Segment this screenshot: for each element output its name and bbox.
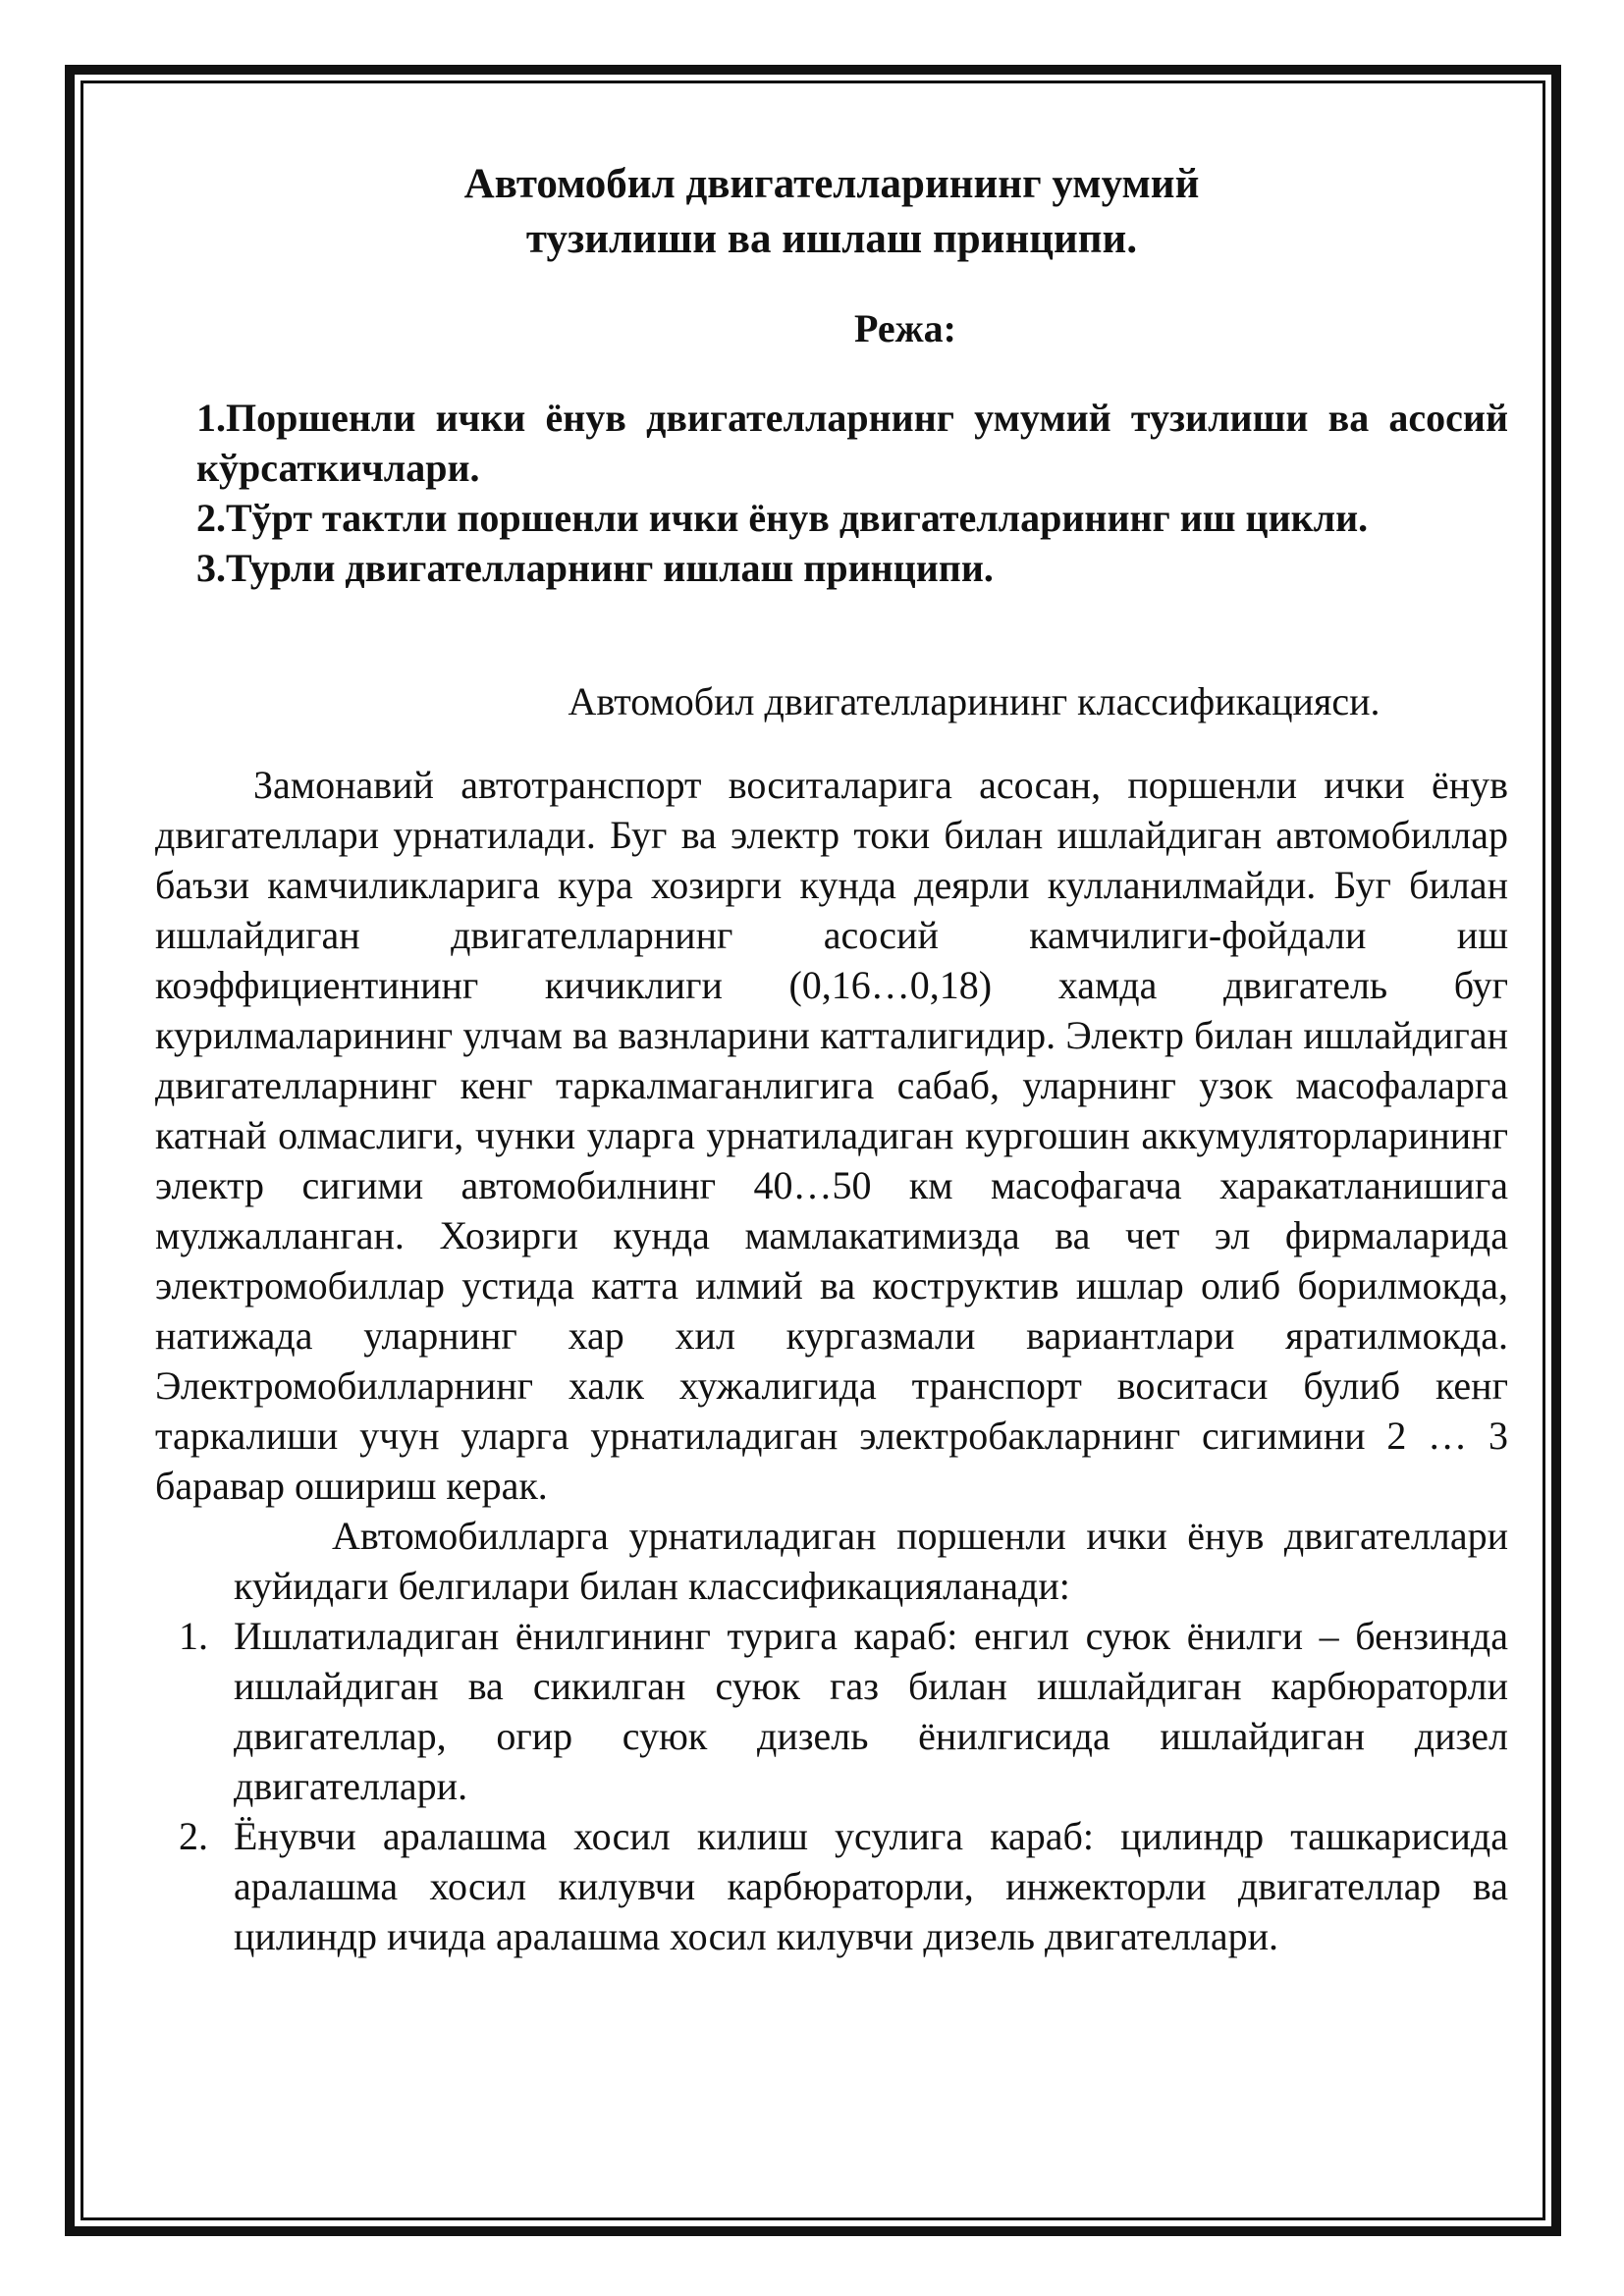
list-item-number: 2.: [179, 1814, 208, 1858]
body-paragraph-1: Замонавий автотранспорт воситаларига асосан, поршенли ички ёнув двигателлари урнатилади. Буг ва электр токи билан ишлайдиган автомобиллар баъзи камчиликларига кура хозирги кунда деярли кулланилмайди. Буг билан ишлайдиган двигателларнинг асосий камчилиги-фойдали иш коэффициентининг кичиклиги (0,16…0,18) хамда двигатель буг курилмаларининг улчам ва вазнларини катталигидир. Электр билан ишлайдиган двигателларнинг кенг таркалмаганлигига сабаб, уларнинг узок масофаларга катнай олмаслиги, чунки уларга урнатиладиган кургошин аккумуляторларининг электр сигими автомобилнинг 40…50 км масофагача харакатланишига мулжалланган. Хозирги кунда мамлакатимизда ва чет эл фирмаларида электромобиллар устида катта илмий ва коструктив ишлар олиб борилмокда, натижада уларнинг хар хил кургазмали вариантлари яратилмокда. Электромобилларнинг халк хужалигида транспорт воситаси булиб кенг таркалиши учун уларга урнатиладиган электробакларнинг сигимини 2 … 3 баравар ошириш керак.: [155, 763, 1508, 1508]
plan-heading-text: Режа:: [854, 306, 956, 350]
title-line-1: Автомобил двигателларининг умумий: [463, 161, 1200, 207]
list-item-text: Ишлатиладиган ёнилгининг турига караб: енгил суюк ёнилги – бензинда ишлайдиган ва сикилган суюк газ билан ишлайдиган карбюраторли двигателлар, огир суюк дизель ёнилгисида ишлайдиган дизел двигателлари.: [234, 1614, 1508, 1808]
plan-heading: [155, 304, 1508, 353]
list-item-text: Ёнувчи аралашма хосил килиш усулига караб: цилиндр ташкарисида аралашма хосил килувчи карбюраторли, инжекторли двигателлар ва цилиндр ичида аралашма хосил килувчи дизель двигателлари.: [234, 1814, 1508, 1958]
document-title: [155, 157, 1508, 267]
plan-item-2: 2.Тўрт тактли поршенли ички ёнув двигателларининг иш цикли.: [196, 496, 1369, 540]
document-content: [155, 157, 1508, 1961]
plan-item-1: 1.Поршенли ички ёнув двигателларнинг умумий тузилиши ва асосий кўрсаткичлари.: [196, 396, 1508, 490]
list-item-number: 1.: [179, 1614, 208, 1658]
title-line-2: тузилиши ва ишлаш принципи.: [525, 216, 1138, 262]
list-item: [179, 1611, 1508, 1811]
section-title-text: Автомобил двигателларининг классификацияси.: [568, 679, 1380, 723]
section-title: [155, 677, 1508, 726]
list-item: [179, 1811, 1508, 1961]
plan-item-3: 3.Турли двигателларнинг ишлаш принципи.: [196, 546, 994, 590]
plan-list: [155, 393, 1508, 593]
classification-list: [155, 1611, 1508, 1961]
body-paragraph-2: Автомобилларга урнатиладиган поршенли ички ёнув двигателлари куйидаги белгилари билан классификацияланади:: [234, 1514, 1508, 1608]
